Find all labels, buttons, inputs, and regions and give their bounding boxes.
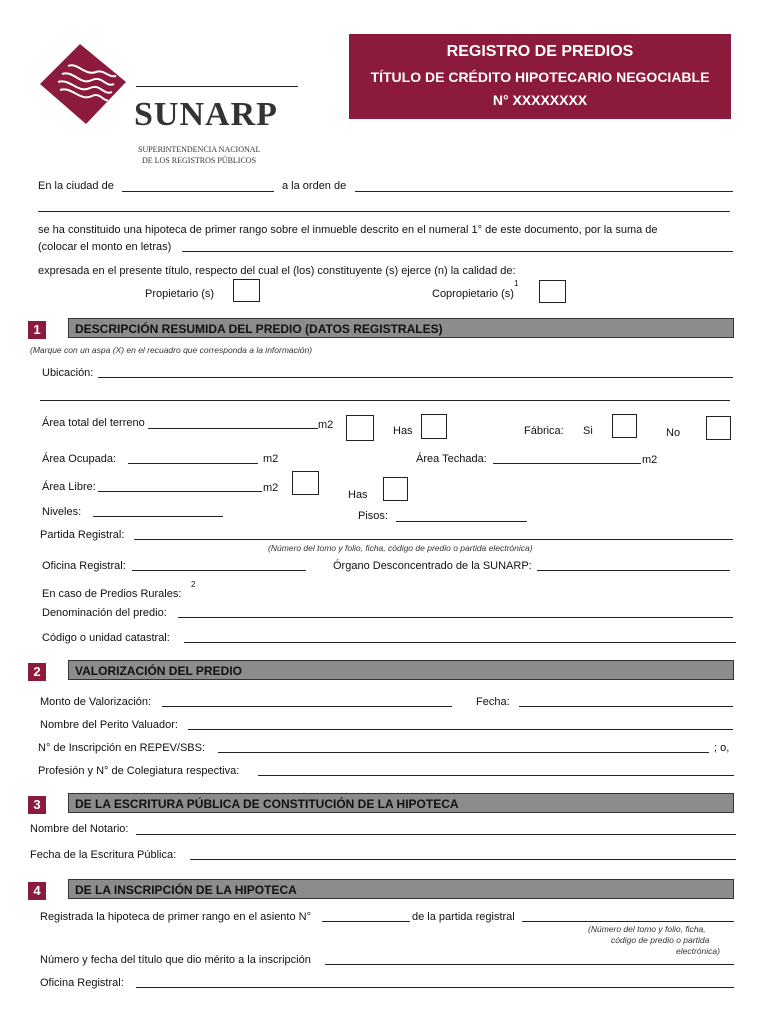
organo-label: Órgano Desconcentrado de la SUNARP: [333,560,532,572]
fecha-valorizacion-label: Fecha: [476,696,510,708]
area-ocupada-label: Área Ocupada: [42,453,116,465]
area-total-unit: m2 [318,419,334,431]
denominacion-field[interactable] [178,617,733,618]
document-number: N° XXXXXXXX [492,92,588,108]
partida-registral-label: de la partida registral [412,911,515,923]
fecha-escritura-label: Fecha de la Escritura Pública: [30,849,177,861]
area-total-has-label: Has [393,425,413,437]
area-techada-unit: m2 [642,454,658,466]
logo-subtitle-1: SUPERINTENDENCIA NACIONAL [138,145,261,154]
monto-valorizacion-field[interactable] [162,706,452,707]
codigo-catastral-label: Código o unidad catastral: [42,632,170,644]
pisos-label: Pisos: [358,510,388,522]
partida-registral-field[interactable] [522,921,734,922]
area-libre-has-checkbox[interactable] [383,477,408,501]
numero-titulo-label: Número y fecha del título que dio mérito a la inscripción [40,954,311,966]
organo-field[interactable] [537,570,730,571]
ubicacion-field-2[interactable] [40,400,730,401]
oficina-registral-label: Oficina Registral: [42,560,126,572]
document-title-box [349,34,731,119]
orden-field[interactable] [355,191,733,192]
ubicacion-label: Ubicación: [42,367,94,379]
section-2-number: 2 [28,663,46,681]
partida-field[interactable] [134,539,733,540]
area-total-field[interactable] [148,428,318,429]
ubicacion-field[interactable] [98,377,733,378]
niveles-label: Niveles: [42,506,82,518]
monto-letras-field[interactable] [182,251,733,252]
area-libre-unit: m2 [263,482,279,494]
area-ocupada-field[interactable] [128,463,258,464]
fabrica-label: Fábrica: [524,425,564,437]
logo-rule [136,86,298,87]
partida-note: (Número del tomo y folio, ficha, código de predio o partida electrónica) [268,543,533,553]
orden-field-2[interactable] [38,211,730,212]
inscripcion-repev-suffix: ; o, [714,742,730,754]
section-1-note: (Marque con un aspa (X) en el recuadro que corresponda a la información) [30,345,313,355]
hipoteca-text: se ha constituido una hipoteca de primer rango sobre el inmueble descrito en el numeral 1° de este documento, por la suma de [38,224,658,236]
copropietario-checkbox[interactable] [539,280,566,303]
section-3-title: DE LA ESCRITURA PÚBLICA DE CONSTITUCIÓN DE LA HIPOTECA [68,793,734,813]
fecha-escritura-field[interactable] [190,859,736,860]
inscripcion-repev-label: N° de Inscripción en REPEV/SBS: [38,742,206,754]
partida-label: Partida Registral: [40,529,125,541]
predios-rurales-label: En caso de Predios Rurales: [42,588,182,600]
sunarp-logo-icon [40,44,126,124]
notario-label: Nombre del Notario: [30,823,129,835]
oficina-inscripcion-field[interactable] [136,987,734,988]
area-libre-label: Área Libre: [42,481,96,493]
section-1-number: 1 [28,321,46,339]
perito-field[interactable] [188,729,733,730]
section-4-note-3: electrónica) [676,946,720,956]
area-libre-field[interactable] [98,491,262,492]
expresada-text: expresada en el presente título, respecto del cual el (los) constituyente (s) ejerce (n) la calidad de: [38,265,516,277]
ciudad-field[interactable] [122,191,274,192]
propietario-checkbox[interactable] [233,279,260,302]
area-techada-field[interactable] [493,463,641,464]
notario-field[interactable] [136,834,736,835]
oficina-inscripcion-label: Oficina Registral: [40,977,124,989]
fabrica-no-label: No [666,427,681,439]
logo-name: SUNARP [134,96,278,133]
asiento-field[interactable] [322,921,410,922]
asiento-label: Registrada la hipoteca de primer rango en el asiento N° [40,911,311,923]
codigo-catastral-field[interactable] [184,642,736,643]
orden-label: a la orden de [282,180,347,192]
section-2-title: VALORIZACIÓN DEL PREDIO [68,660,734,680]
logo-subtitle-2: DE LOS REGISTROS PÚBLICOS [142,156,257,165]
section-4-note-2: código de predio o partida [611,935,710,945]
section-4-title: DE LA INSCRIPCIÓN DE LA HIPOTECA [68,879,734,899]
area-libre-m2-checkbox[interactable] [292,471,319,495]
fecha-valorizacion-field[interactable] [519,706,733,707]
monto-letras-label: (colocar el monto en letras) [38,241,172,253]
oficina-registral-field[interactable] [132,570,306,571]
pisos-field[interactable] [396,521,527,522]
area-ocupada-unit: m2 [263,453,279,465]
copropietario-label: Copropietario (s) [432,288,514,300]
section-4-note-1: (Número del tomo y folio, ficha, [588,924,706,934]
denominacion-label: Denominación del predio: [42,607,167,619]
area-total-label: Área total del terreno [42,417,145,429]
inscripcion-repev-field[interactable] [218,752,709,753]
predios-rurales-footnote: 2 [191,580,196,589]
fabrica-si-label: Si [583,425,593,437]
monto-valorizacion-label: Monto de Valorización: [40,696,152,708]
perito-label: Nombre del Perito Valuador: [40,719,178,731]
fabrica-no-checkbox[interactable] [706,416,731,440]
area-techada-label: Área Techada: [416,453,487,465]
propietario-label: Propietario (s) [145,288,215,300]
fabrica-si-checkbox[interactable] [612,414,637,438]
area-libre-has-label: Has [348,489,368,501]
section-3-number: 3 [28,796,46,814]
profesion-label: Profesión y N° de Colegiatura respectiva: [38,765,240,777]
area-total-m2-checkbox[interactable] [346,415,374,441]
niveles-field[interactable] [93,516,223,517]
numero-titulo-field[interactable] [325,964,734,965]
section-1-title: DESCRIPCIÓN RESUMIDA DEL PREDIO (DATOS REGISTRALES) [68,318,734,338]
profesion-field[interactable] [258,775,734,776]
copropietario-footnote: 1 [514,279,519,288]
area-total-has-checkbox[interactable] [421,414,447,439]
section-4-number: 4 [28,882,46,900]
document-subtitle: TÍTULO DE CRÉDITO HIPOTECARIO NEGOCIABLE [370,69,710,85]
ciudad-label: En la ciudad de [38,180,114,192]
document-title: REGISTRO DE PREDIOS [446,43,634,60]
